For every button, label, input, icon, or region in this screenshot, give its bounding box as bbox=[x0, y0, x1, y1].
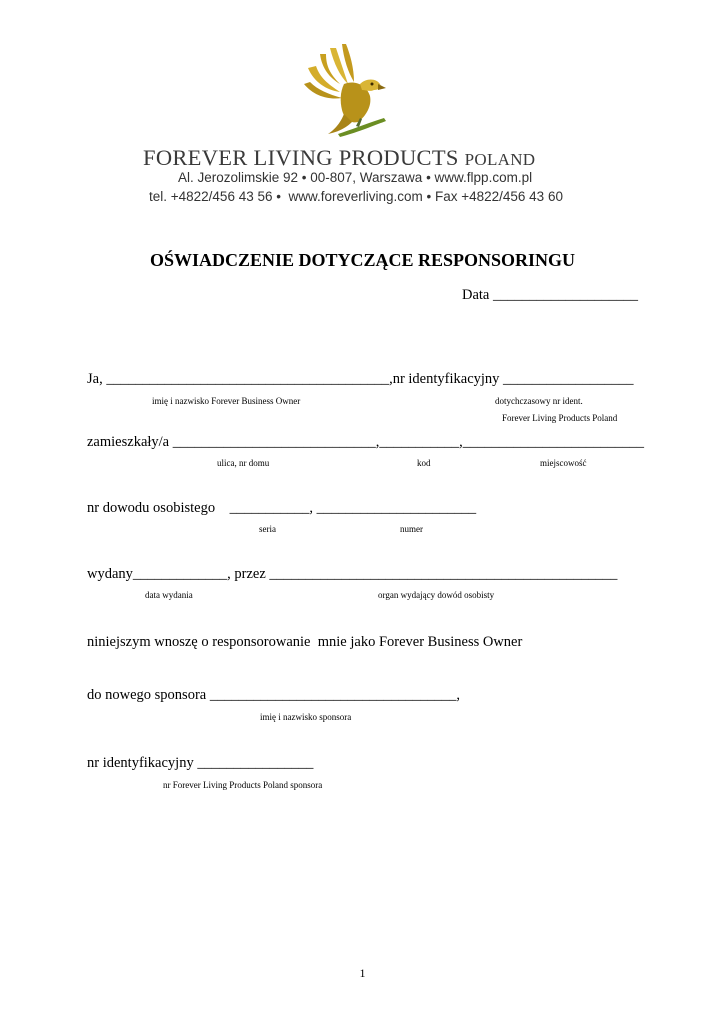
label-flp-poland: Forever Living Products Poland bbox=[502, 413, 618, 423]
label-sponsor-id: nr Forever Living Products Poland sponsora bbox=[163, 780, 323, 790]
label-owner-name: imię i nazwisko Forever Business Owner bbox=[152, 396, 301, 406]
page-number: 1 bbox=[359, 966, 366, 980]
company-country: POLAND bbox=[464, 150, 536, 169]
company-contact: tel. +4822/456 43 56 • www.foreverliving.com • Fax +4822/456 43 60 bbox=[149, 189, 563, 204]
label-sponsor-name: imię i nazwisko sponsora bbox=[260, 712, 352, 722]
company-name-text: FOREVER LIVING PRODUCTS bbox=[143, 145, 459, 170]
label-issuing-authority: organ wydający dowód osobisty bbox=[378, 590, 495, 600]
label-street: ulica, nr domu bbox=[217, 458, 270, 468]
new-sponsor-line[interactable]: do nowego sponsora __________________________________, bbox=[87, 687, 460, 703]
label-number: numer bbox=[400, 524, 423, 534]
label-issue-date: data wydania bbox=[145, 590, 193, 600]
sponsor-id-line[interactable]: nr identyfikacyjny ________________ bbox=[87, 755, 314, 771]
label-postal-code: kod bbox=[417, 458, 431, 468]
label-previous-id: dotychczasowy nr ident. bbox=[495, 396, 583, 406]
name-id-line[interactable]: Ja, _______________________________________,nr identyfikacyjny __________________ bbox=[87, 371, 634, 387]
issued-line[interactable]: wydany_____________, przez ________________________________________________ bbox=[87, 566, 618, 582]
company-address: Al. Jerozolimskie 92 • 00-807, Warszawa • www.flpp.com.pl bbox=[178, 170, 533, 185]
document-title: OŚWIADCZENIE DOTYCZĄCE RESPONSORINGU bbox=[149, 250, 576, 270]
label-series: seria bbox=[259, 524, 276, 534]
date-field[interactable]: Data ____________________ bbox=[462, 287, 638, 303]
company-name bbox=[143, 145, 535, 171]
request-statement: niniejszym wnoszę o responsorowanie mnie jako Forever Business Owner bbox=[87, 634, 523, 650]
address-line[interactable]: zamieszkały/a ____________________________,___________,_________________________ bbox=[87, 434, 644, 450]
eagle-logo-icon bbox=[300, 44, 396, 142]
label-city: miejscowość bbox=[540, 458, 587, 468]
id-card-line[interactable]: nr dowodu osobistego ___________, ______________________ bbox=[87, 500, 477, 516]
